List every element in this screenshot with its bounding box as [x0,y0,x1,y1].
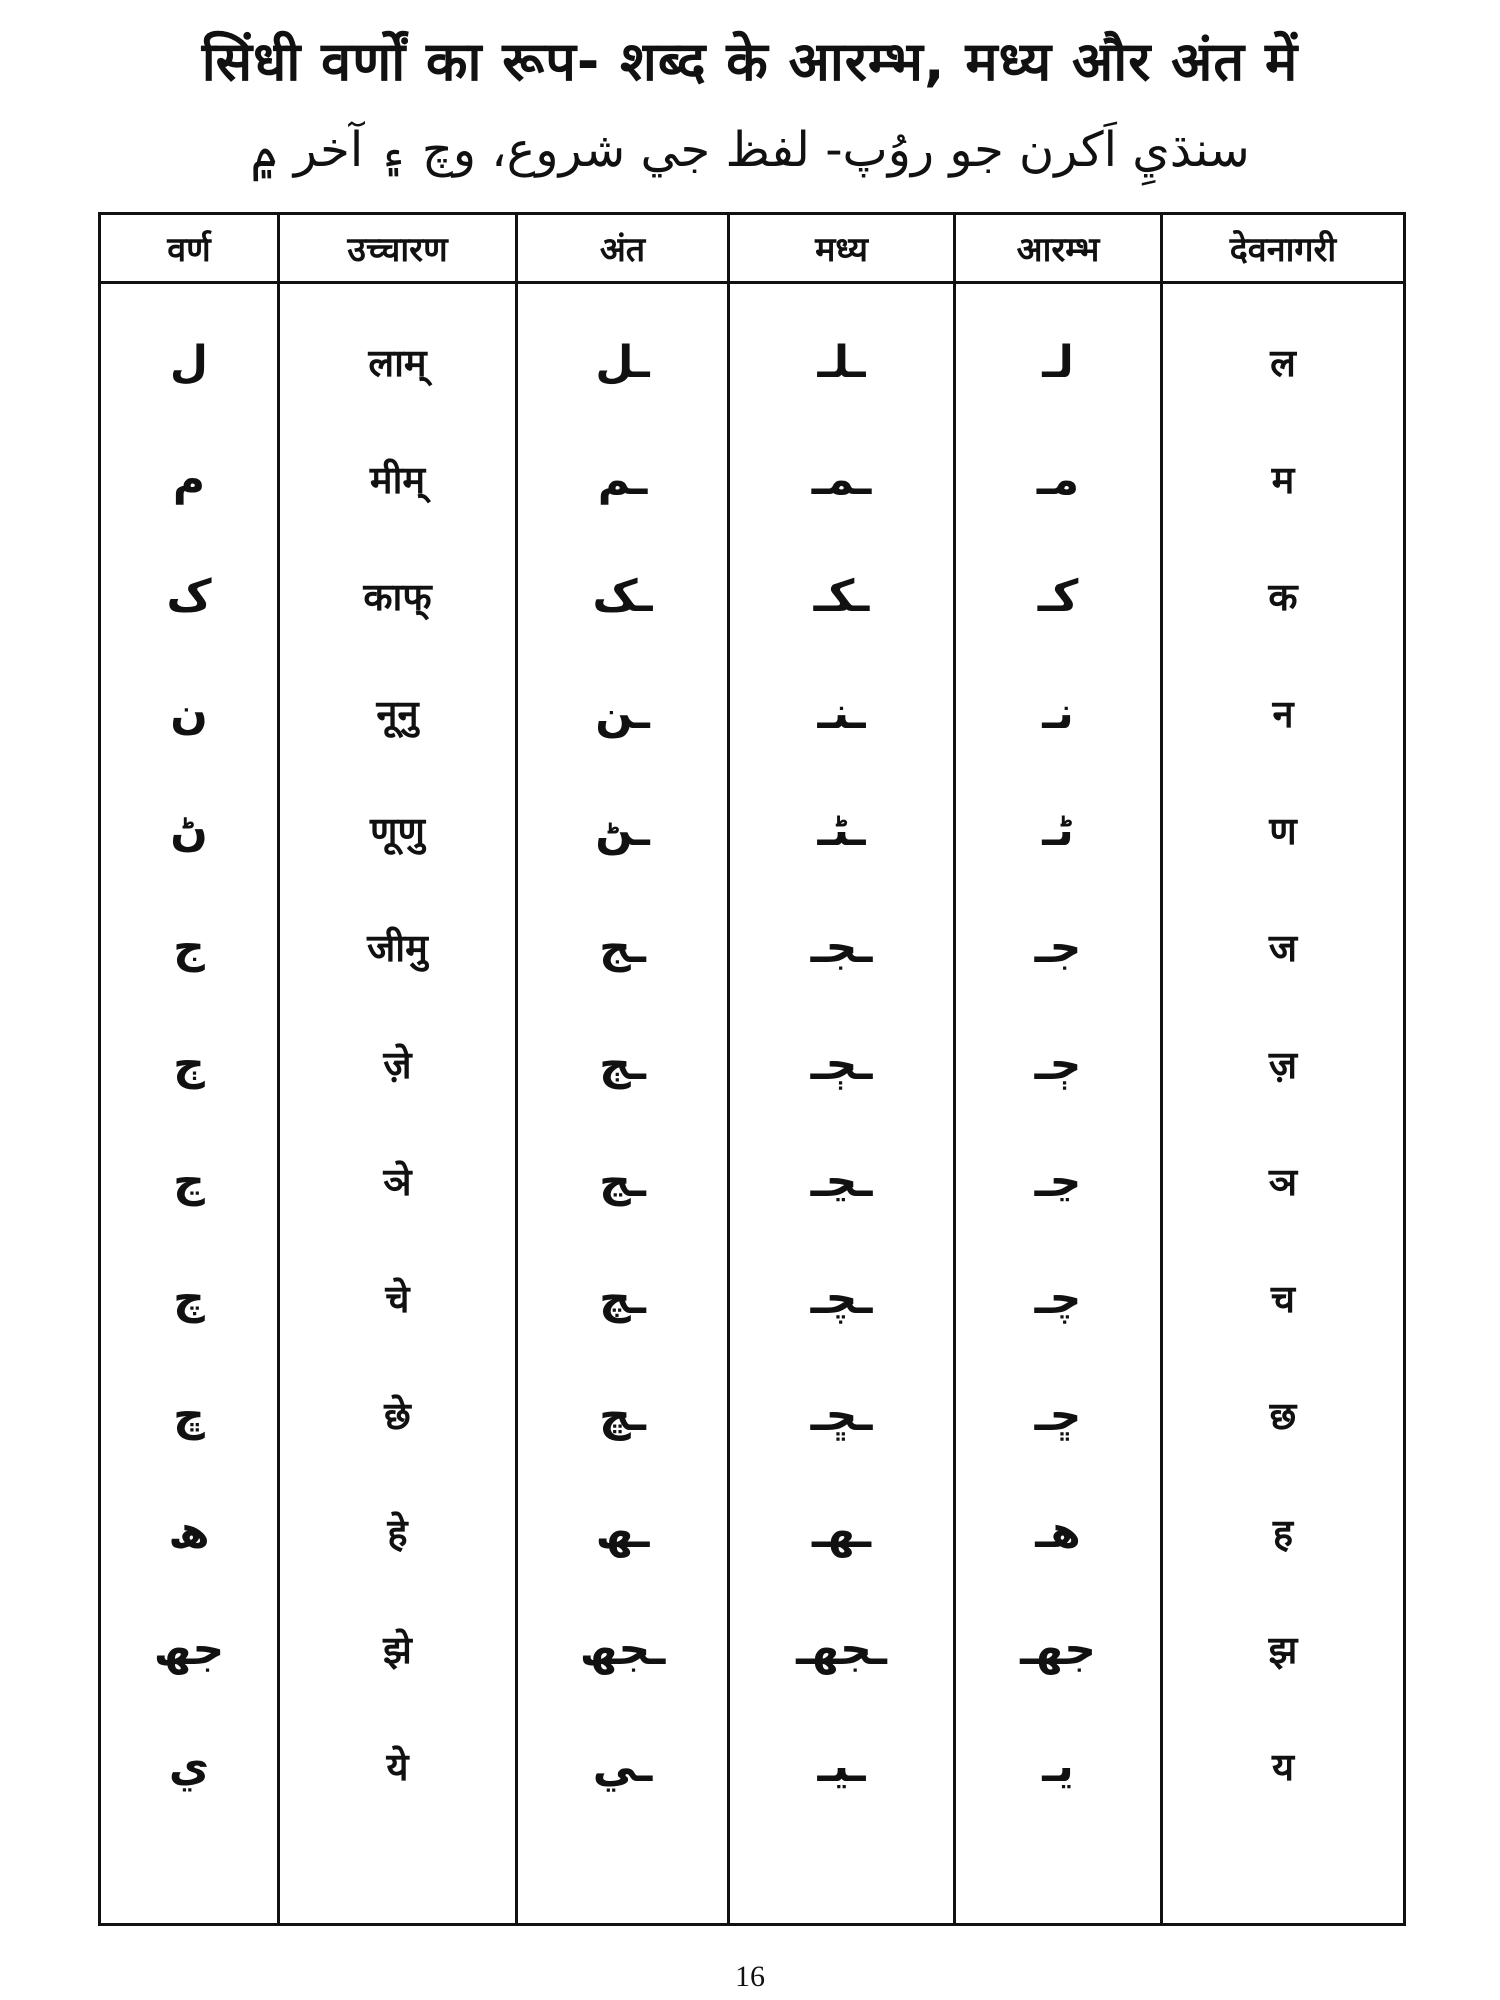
header-initial: आरम्भ [1016,230,1100,270]
cell-final-form: ـچ [599,1272,646,1324]
table-row [101,537,1403,655]
cell-initial-form: ھـ [1035,1506,1081,1558]
cell-letter: م [172,453,206,505]
cell-pronunciation: चे [385,1277,410,1321]
cell-devanagari: ञ [1268,1160,1298,1204]
cell-final-form: ـڻ [595,804,650,856]
cell-devanagari: म [1271,458,1295,502]
cell-devanagari: झ [1268,1628,1298,1672]
cell-devanagari: ज़ [1268,1043,1298,1087]
header-letter: वर्ण [167,230,211,270]
cell-medial-form: ـجھـ [796,1623,887,1675]
cell-letter: ک [166,570,212,622]
cell-devanagari: ह [1272,1511,1294,1555]
cell-final-form: ـڄ [599,1038,646,1090]
table-row [101,654,1403,772]
cell-final-form: ـڇ [599,1389,646,1441]
cell-pronunciation: नूनु [376,692,419,736]
cell-initial-form: يـ [1042,1740,1074,1792]
table-row [101,888,1403,1006]
table-row [101,1707,1403,1825]
cell-letter: ڻ [170,804,208,856]
cell-medial-form: ـڻـ [817,804,866,856]
cell-devanagari: ज [1268,926,1298,970]
table-row [101,420,1403,538]
alphabet-table [98,212,1406,1926]
cell-pronunciation: मीम् [369,458,426,502]
cell-letter: ڄ [173,1038,205,1090]
cell-final-form: ـجھ [579,1623,666,1675]
header-final: अंत [599,230,646,270]
table-row [101,1122,1403,1240]
cell-medial-form: ـنـ [817,687,866,739]
cell-devanagari: क [1268,575,1298,619]
cell-pronunciation: झे [383,1628,412,1672]
cell-devanagari: ण [1269,809,1297,853]
cell-medial-form: ـڄـ [810,1038,873,1090]
page-subtitle-sindhi: سنڌيِ اَکرن جو روُپ- لفظ جي شروع، وچ ۽ آخر ۾ [250,122,1250,178]
cell-letter: ھ [168,1506,210,1558]
cell-final-form: ـم [597,453,648,505]
cell-pronunciation: काफ् [363,575,432,619]
cell-final-form: ـن [595,687,650,739]
header-divider [101,281,1403,284]
cell-initial-form: ڇـ [1034,1389,1082,1441]
cell-medial-form: ـچـ [810,1272,873,1324]
cell-final-form: ـي [592,1740,653,1792]
cell-final-form: ـک [592,570,653,622]
cell-initial-form: ڻـ [1042,804,1074,856]
cell-devanagari: न [1272,692,1294,736]
cell-letter: چ [173,1272,205,1324]
cell-medial-form: ـھـ [811,1506,872,1558]
cell-pronunciation: ञे [383,1160,412,1204]
table-row [101,1356,1403,1474]
cell-medial-form: ـلـ [817,336,866,388]
cell-medial-form: ـکـ [813,570,870,622]
cell-pronunciation: ये [386,1745,409,1789]
cell-letter: ل [169,336,209,388]
cell-medial-form: ـمـ [811,453,872,505]
cell-initial-form: مـ [1036,453,1080,505]
cell-initial-form: ڃـ [1034,1155,1082,1207]
cell-medial-form: ـيـ [817,1740,866,1792]
cell-letter: ڃ [173,1155,205,1207]
table-row [101,771,1403,889]
cell-letter: ي [168,1740,210,1792]
cell-final-form: ـھ [595,1506,650,1558]
table-row [101,303,1403,421]
header-devanagari: देवनागरी [1229,230,1337,270]
table-row [101,1590,1403,1708]
cell-initial-form: لـ [1042,336,1074,388]
cell-final-form: ـل [595,336,650,388]
cell-devanagari: छ [1269,1394,1297,1438]
cell-devanagari: य [1271,1745,1295,1789]
cell-initial-form: جـ [1034,921,1082,973]
cell-letter: ج [173,921,205,973]
cell-devanagari: ल [1270,341,1296,385]
table-row [101,1239,1403,1357]
header-medial: मध्य [815,230,868,270]
header-pronunciation: उच्चारण [347,230,448,270]
cell-medial-form: ـجـ [810,921,873,973]
cell-initial-form: کـ [1037,570,1079,622]
cell-medial-form: ـڃـ [810,1155,873,1207]
cell-final-form: ـڃ [599,1155,646,1207]
table-row [101,1005,1403,1123]
cell-pronunciation: ज़े [383,1043,412,1087]
cell-letter: ن [170,687,208,739]
cell-initial-form: جھـ [1020,1623,1096,1675]
page-number: 16 [735,1960,765,1993]
cell-pronunciation: हे [387,1511,408,1555]
cell-letter: ڇ [173,1389,205,1441]
cell-final-form: ـج [599,921,646,973]
page-title: सिंधी वर्णों का रूप- शब्द के आरम्भ, मध्य और अंत में [201,30,1299,93]
table-row [101,1473,1403,1591]
cell-devanagari: च [1270,1277,1296,1321]
cell-medial-form: ـڇـ [810,1389,873,1441]
cell-pronunciation: णूणु [370,809,425,853]
cell-initial-form: ڄـ [1034,1038,1082,1090]
cell-letter: جھ [153,1623,225,1675]
cell-pronunciation: जीमु [367,926,428,970]
cell-pronunciation: लाम् [368,341,427,385]
cell-pronunciation: छे [384,1394,411,1438]
cell-initial-form: چـ [1034,1272,1082,1324]
cell-initial-form: نـ [1042,687,1074,739]
